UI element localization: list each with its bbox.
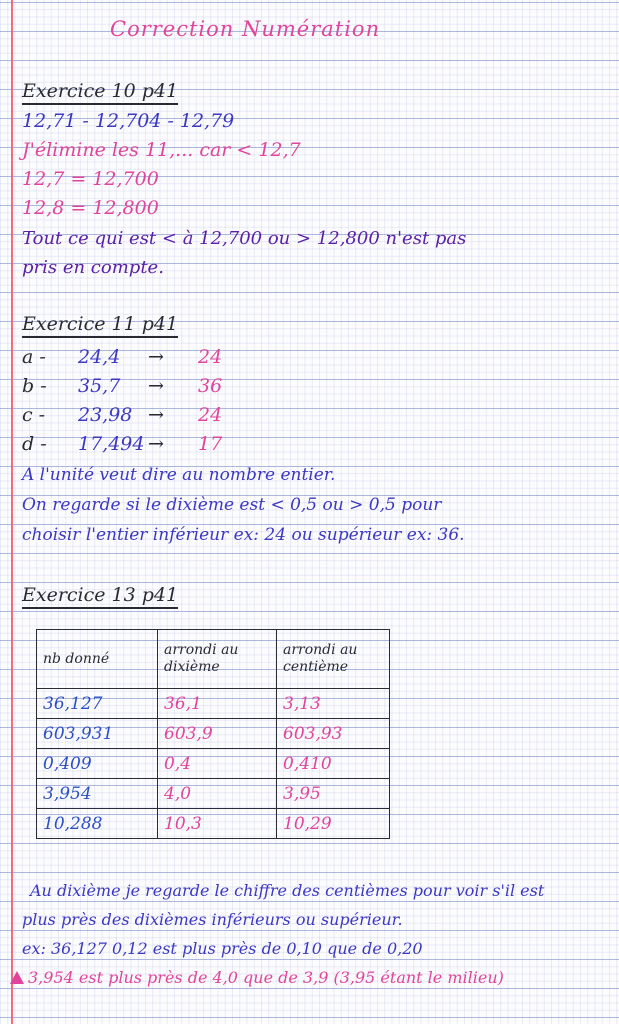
header-cell: arrondi au dixième <box>158 630 277 689</box>
arrow-icon: → <box>148 433 164 455</box>
table-cell: 3,954 <box>37 779 158 809</box>
margin-line <box>11 0 13 1024</box>
ex10-line5: Tout ce qui est < à 12,700 ou > 12,800 n'est pas <box>22 228 467 249</box>
item-value: 35,7 <box>78 375 121 397</box>
ex11-note1: A l'unité veut dire au nombre entier. <box>22 465 336 485</box>
item-result: 17 <box>198 433 223 455</box>
table-row <box>37 779 390 809</box>
ex10-line2: J'élimine les 11,... car < 12,7 <box>22 139 301 161</box>
table-cell: 10,3 <box>158 809 277 839</box>
table-header-row <box>37 630 390 689</box>
item-letter: d - <box>22 433 47 455</box>
ex10-line6: pris en compte. <box>22 257 164 278</box>
table-cell: 3,13 <box>277 689 390 719</box>
warning-icon <box>10 971 24 984</box>
table-cell: 603,931 <box>37 719 158 749</box>
ex11-note2: On regarde si le dixième est < 0,5 ou > 0,5 pour <box>22 495 442 515</box>
table-cell: 603,93 <box>277 719 390 749</box>
ex10-line1: 12,71 - 12,704 - 12,79 <box>22 110 235 132</box>
item-letter: b - <box>22 375 47 397</box>
header-cell: nb donné <box>37 630 158 689</box>
item-letter: a - <box>22 346 46 368</box>
ex13-note4: 3,954 est plus près de 4,0 que de 3,9 (3,95 étant le milieu) <box>28 968 504 987</box>
page-title: Correction Numération <box>110 17 381 41</box>
ex10-line4: 12,8 = 12,800 <box>22 197 159 219</box>
table-cell: 603,9 <box>158 719 277 749</box>
item-value: 24,4 <box>78 346 121 368</box>
ex10-line3: 12,7 = 12,700 <box>22 168 159 190</box>
table-cell: 0,409 <box>37 749 158 779</box>
ex13-note1: Au dixième je regarde le chiffre des centièmes pour voir s'il est <box>30 881 545 900</box>
item-value: 23,98 <box>78 404 133 426</box>
table-cell: 36,1 <box>158 689 277 719</box>
item-result: 24 <box>198 404 223 426</box>
ex13-note4-line <box>10 967 504 989</box>
arrow-icon: → <box>148 375 164 397</box>
ex11-note3: choisir l'entier inférieur ex: 24 ou supérieur ex: 36. <box>22 525 465 545</box>
header-cell: arrondi au centième <box>277 630 390 689</box>
ex11-heading: Exercice 11 p41 <box>22 313 178 338</box>
table-cell: 36,127 <box>37 689 158 719</box>
table-cell: 0,4 <box>158 749 277 779</box>
table-row <box>37 719 390 749</box>
item-result: 24 <box>198 346 223 368</box>
table-cell: 10,288 <box>37 809 158 839</box>
table-cell: 0,410 <box>277 749 390 779</box>
arrow-icon: → <box>148 346 164 368</box>
table-cell: 10,29 <box>277 809 390 839</box>
arrow-icon: → <box>148 404 164 426</box>
item-value: 17,494 <box>78 433 145 455</box>
table-row <box>37 689 390 719</box>
table-cell: 3,95 <box>277 779 390 809</box>
table-row <box>37 809 390 839</box>
table-row <box>37 749 390 779</box>
table-cell: 4,0 <box>158 779 277 809</box>
ex13-note2: plus près des dixièmes inférieurs ou supérieur. <box>22 910 403 929</box>
item-letter: c - <box>22 404 46 426</box>
rounding-table <box>36 629 390 839</box>
ex13-note3: ex: 36,127 0,12 est plus près de 0,10 que de 0,20 <box>22 939 423 958</box>
ex10-heading: Exercice 10 p41 <box>22 80 178 105</box>
item-result: 36 <box>198 375 223 397</box>
ex13-heading: Exercice 13 p41 <box>22 584 178 609</box>
